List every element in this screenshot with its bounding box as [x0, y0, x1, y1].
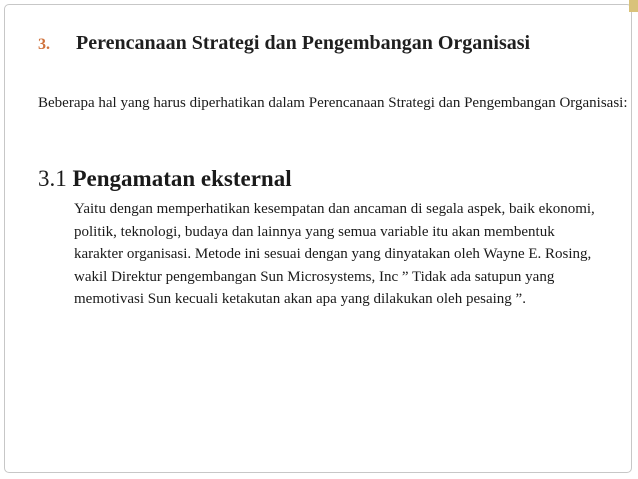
- section-heading: [38, 164, 292, 194]
- section-body: Yaitu dengan memperhatikan kesempatan dan ancaman di segala aspek, baik ekonomi, politik, teknologi, budaya dan lainnya yang semua variable itu akan membentuk karakter organisasi. Metode ini sesuai dengan yang dinyatakan oleh Wayne E. Rosing, wakil Direktur pengembangan Sun Microsystems, Inc ” Tidak ada satupun yang memotivasi Sun kecuali ketakutan akan apa yang dilakukan oleh pesaing ”.: [74, 201, 595, 307]
- section-title: Pengamatan eksternal: [72, 166, 292, 191]
- heading-number: 3.: [38, 36, 50, 53]
- section-number: 3.1: [38, 166, 67, 191]
- intro-paragraph: Beberapa hal yang harus diperhatikan dalam Perencanaan Strategi dan Pengembangan Organisasi:: [38, 95, 628, 111]
- slide-heading: [38, 30, 530, 58]
- heading-text: Perencanaan Strategi dan Pengembangan Organisasi: [76, 32, 531, 54]
- accent-bar: [629, 0, 638, 12]
